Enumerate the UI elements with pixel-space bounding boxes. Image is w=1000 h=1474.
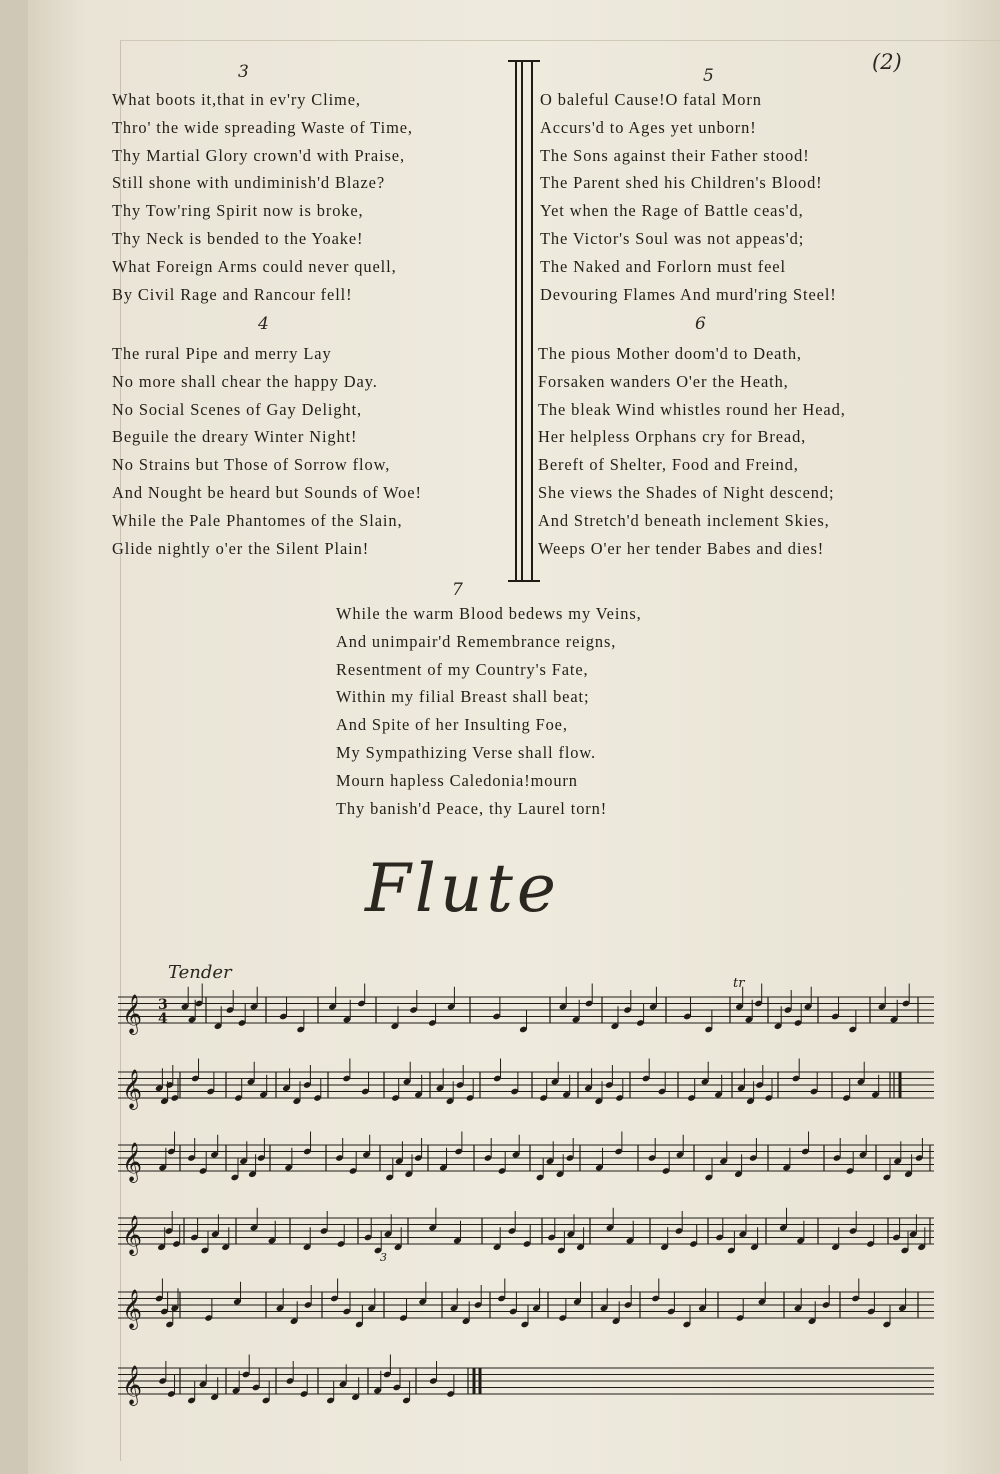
verse-line: No Strains but Those of Sorrow flow, — [112, 455, 391, 475]
verse-line: Resentment of my Country's Fate, — [336, 659, 589, 679]
stanza-number-5: 5 — [703, 66, 714, 86]
verse-line: Accurs'd to Ages yet unborn! — [540, 117, 757, 137]
staff-1 — [118, 975, 934, 1045]
stanza-number-6: 6 — [695, 314, 706, 334]
verse-line: Thy Neck is bended to the Yoake! — [112, 228, 364, 248]
verse-line: Thy Martial Glory crown'd with Praise, — [112, 145, 405, 165]
treble-clef-icon: 𝄞 — [122, 1069, 143, 1109]
verse-line: The Parent shed his Children's Blood! — [540, 173, 823, 193]
stanza-number-7: 7 — [452, 580, 463, 600]
staff-5 — [118, 1270, 934, 1340]
verse-line: Yet when the Rage of Battle ceas'd, — [540, 201, 804, 221]
treble-clef-icon: 𝄞 — [122, 1289, 143, 1329]
stanza-5 — [540, 86, 960, 308]
verse-line: O baleful Cause!O fatal Morn — [540, 90, 762, 109]
page-number: (2) — [872, 50, 902, 74]
stanza-6 — [538, 340, 958, 562]
verse-line: No Social Scenes of Gay Delight, — [112, 399, 363, 419]
verse-line: The Sons against their Father stood! — [540, 145, 810, 165]
verse-line: Mourn hapless Caledonia!mourn — [336, 770, 578, 790]
stanza-3 — [112, 86, 532, 308]
verse-line: Forsaken wanders O'er the Heath, — [538, 371, 789, 391]
verse-line: The rural Pipe and merry Lay — [112, 344, 332, 363]
verse-line: Within my filial Breast shall beat; — [336, 687, 590, 707]
verse-line: Bereft of Shelter, Food and Freind, — [538, 455, 799, 475]
verse-line: Devouring Flames And murd'ring Steel! — [540, 284, 837, 304]
verse-line: The Naked and Forlorn must feel — [540, 256, 786, 276]
instrument-title: Flute — [365, 850, 560, 927]
column-divider-inner-rule — [521, 60, 523, 582]
verse-line: And Stretch'd beneath inclement Skies, — [538, 510, 830, 530]
verse-line: Thy Tow'ring Spirit now is broke, — [112, 201, 364, 221]
treble-clef-icon: 𝄞 — [122, 994, 143, 1034]
stanza-4 — [112, 340, 532, 562]
verse-line: What Foreign Arms could never quell, — [112, 256, 397, 276]
verse-line: Thy banish'd Peace, thy Laurel torn! — [336, 798, 608, 818]
verse-line: Weeps O'er her tender Babes and dies! — [538, 538, 825, 558]
verse-line: Her helpless Orphans cry for Bread, — [538, 427, 807, 447]
trill-ornament: tr — [733, 976, 745, 991]
verse-line: And Spite of her Insulting Foe, — [336, 715, 568, 735]
column-divider — [515, 60, 533, 582]
verse-line: Thro' the wide spreading Waste of Time, — [112, 117, 413, 137]
verse-line: The bleak Wind whistles round her Head, — [538, 399, 846, 419]
verse-line: And unimpair'd Remembrance reigns, — [336, 631, 617, 651]
verse-line: While the warm Blood bedews my Veins, — [336, 604, 642, 623]
treble-clef-icon: 𝄞 — [122, 1142, 143, 1182]
verse-line: My Sympathizing Verse shall flow. — [336, 742, 597, 762]
stanza-number-4: 4 — [258, 314, 269, 334]
time-signature-top: 3 — [158, 997, 168, 1013]
verse-line: Beguile the dreary Winter Night! — [112, 427, 358, 447]
verse-line: She views the Shades of Night descend; — [538, 482, 835, 502]
verse-line: While the Pale Phantomes of the Slain, — [112, 510, 403, 530]
treble-clef-icon: 𝄞 — [122, 1365, 143, 1405]
staff-3 — [118, 1123, 934, 1193]
verse-line: No more shall chear the happy Day. — [112, 371, 378, 391]
staff-4 — [118, 1196, 934, 1266]
staff-6 — [118, 1346, 934, 1416]
triplet-mark: 3 — [380, 1251, 387, 1264]
verse-line: By Civil Rage and Rancour fell! — [112, 284, 353, 304]
verse-line: The Victor's Soul was not appeas'd; — [540, 228, 805, 248]
verse-line: And Nought be heard but Sounds of Woe! — [112, 482, 422, 502]
verse-line: What boots it,that in ev'ry Clime, — [112, 90, 361, 109]
verse-line: Glide nightly o'er the Silent Plain! — [112, 538, 370, 558]
verse-line: The pious Mother doom'd to Death, — [538, 344, 802, 363]
stanza-7 — [336, 600, 756, 822]
tempo-marking: Tender — [168, 962, 232, 983]
time-signature-bottom: 4 — [158, 1011, 168, 1027]
treble-clef-icon: 𝄞 — [122, 1215, 143, 1255]
staff-2 — [118, 1050, 934, 1120]
stanza-number-3: 3 — [238, 62, 249, 82]
verse-line: Still shone with undiminish'd Blaze? — [112, 173, 386, 193]
